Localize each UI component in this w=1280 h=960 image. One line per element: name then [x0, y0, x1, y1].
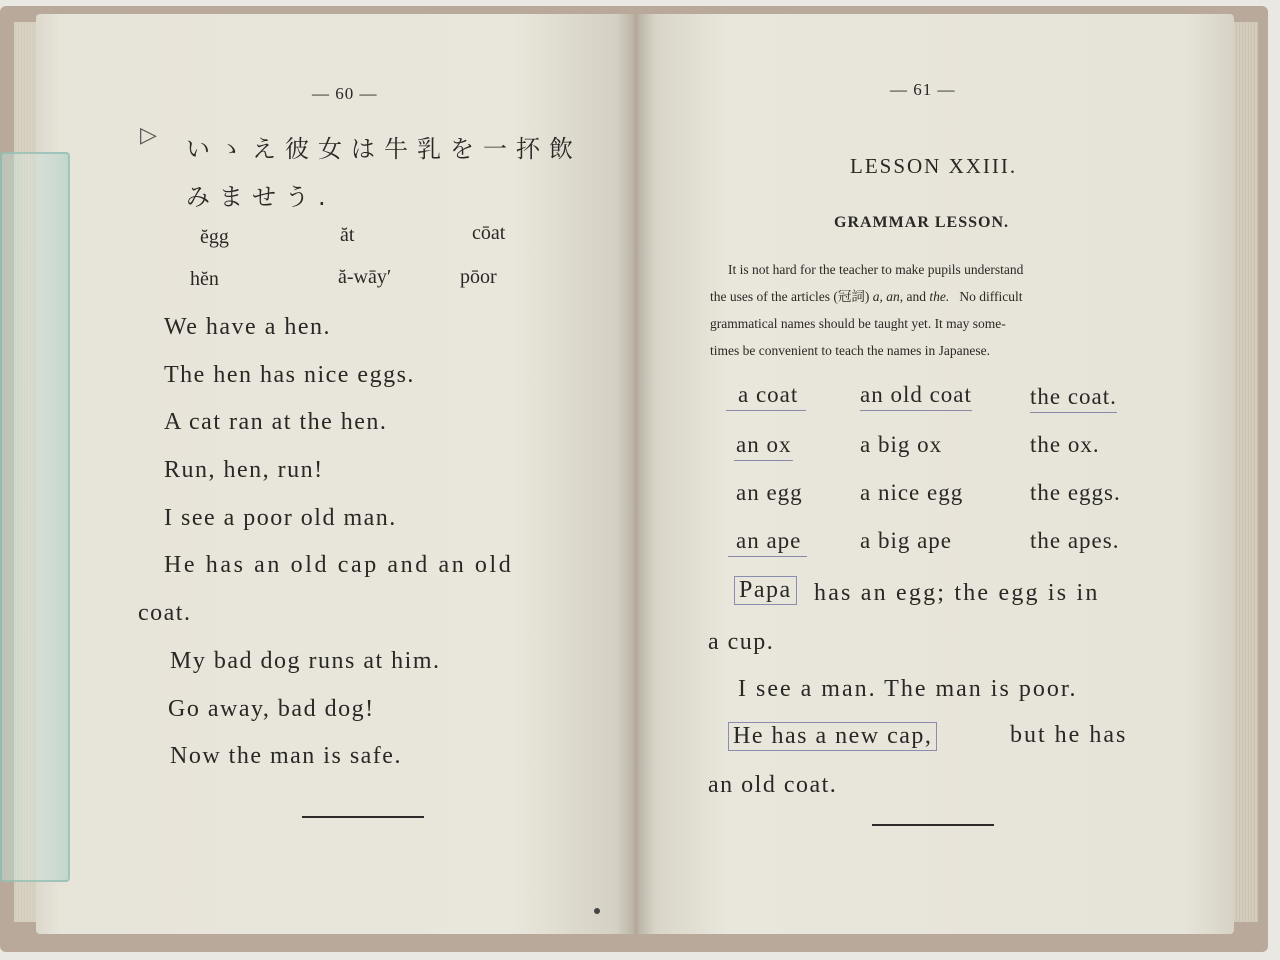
article-the-coat: the coat. [1030, 384, 1117, 413]
note-articles-text: the uses of the articles (冠詞) [710, 289, 870, 304]
sentence-line-1: has an egg; the egg is in [814, 580, 1100, 606]
page-spot [594, 908, 600, 914]
note-line-3: grammatical names should be taught yet. It may some- [710, 316, 1006, 331]
sentence-line-3: I see a man. The man is poor. [738, 676, 1078, 702]
grammar-lesson-subtitle: GRAMMAR LESSON. [834, 214, 1010, 231]
japanese-line-1: いゝえ彼女は牛乳を一抔飲 [186, 135, 582, 163]
lesson-title: LESSON XXIII. [850, 154, 1018, 178]
glass-weight [0, 152, 70, 882]
note-the: the. [929, 289, 950, 304]
note-a-an: a, an, [872, 289, 904, 304]
article-the-eggs: the eggs. [1030, 480, 1121, 505]
page-number-61: — 61 — [890, 80, 956, 99]
article-the-apes.: the apes. [1030, 528, 1120, 553]
note-line-1: It is not hard for the teacher to make pupils understand [728, 262, 1024, 277]
left-page [36, 14, 634, 934]
sentence-line-4-end: but he has [1010, 722, 1128, 748]
article-a-big-ape: a big ape [860, 528, 953, 553]
sentence-line-5: an old coat. [708, 772, 838, 798]
boxed-word-papa: Papa [734, 576, 797, 605]
end-rule-left [302, 816, 424, 818]
pencil-mark-icon: ▷ [140, 122, 157, 147]
article-an-egg: an egg [736, 480, 803, 505]
right-page-edges [1232, 22, 1258, 922]
phonetic-egg: ĕgg [200, 226, 229, 248]
article-an-old-coat: an old coat [860, 382, 972, 411]
reading-line-4: Run, hen, run! [164, 457, 324, 483]
article-the-ox: the ox. [1030, 432, 1100, 457]
reading-line-2: The hen has nice eggs. [164, 362, 415, 388]
boxed-phrase-new-cap: He has a new cap, [728, 722, 937, 751]
phonetic-away: ă-wāy′ [338, 266, 392, 288]
article-a-big-ox: a big ox [860, 432, 943, 457]
phonetic-at: ăt [340, 224, 355, 246]
note-line-4: times be convenient to teach the names in Japanese. [710, 343, 991, 358]
article-an-ape: an ape [728, 528, 807, 557]
japanese-line-2: みませう. [186, 183, 335, 211]
reading-line-3: A cat ran at the hen. [164, 409, 388, 435]
reading-line-9: Go away, bad dog! [168, 696, 375, 722]
reading-line-6: He has an old cap and an old [164, 552, 514, 578]
reading-line-8: My bad dog runs at him. [170, 648, 441, 674]
article-a-nice-egg: a nice egg [860, 480, 964, 505]
end-rule-right [872, 824, 994, 826]
page-number-60: — 60 — [312, 84, 378, 103]
reading-line-1: We have a hen. [164, 314, 331, 340]
sentence-line-2: a cup. [708, 629, 775, 655]
right-page [638, 14, 1234, 934]
article-a-coat: a coat [726, 382, 806, 411]
phonetic-coat: cōat [472, 222, 506, 244]
reading-line-7: coat. [138, 600, 192, 626]
note-no-difficult: No difficult [959, 289, 1023, 304]
article-an-ox: an ox [734, 432, 793, 461]
phonetic-poor: pōor [460, 266, 497, 288]
note-line-2 [710, 283, 1022, 310]
reading-line-5: I see a poor old man. [164, 505, 397, 531]
reading-line-10: Now the man is safe. [170, 743, 402, 769]
phonetic-hen: hĕn [190, 268, 219, 290]
note-and: and [906, 289, 926, 304]
